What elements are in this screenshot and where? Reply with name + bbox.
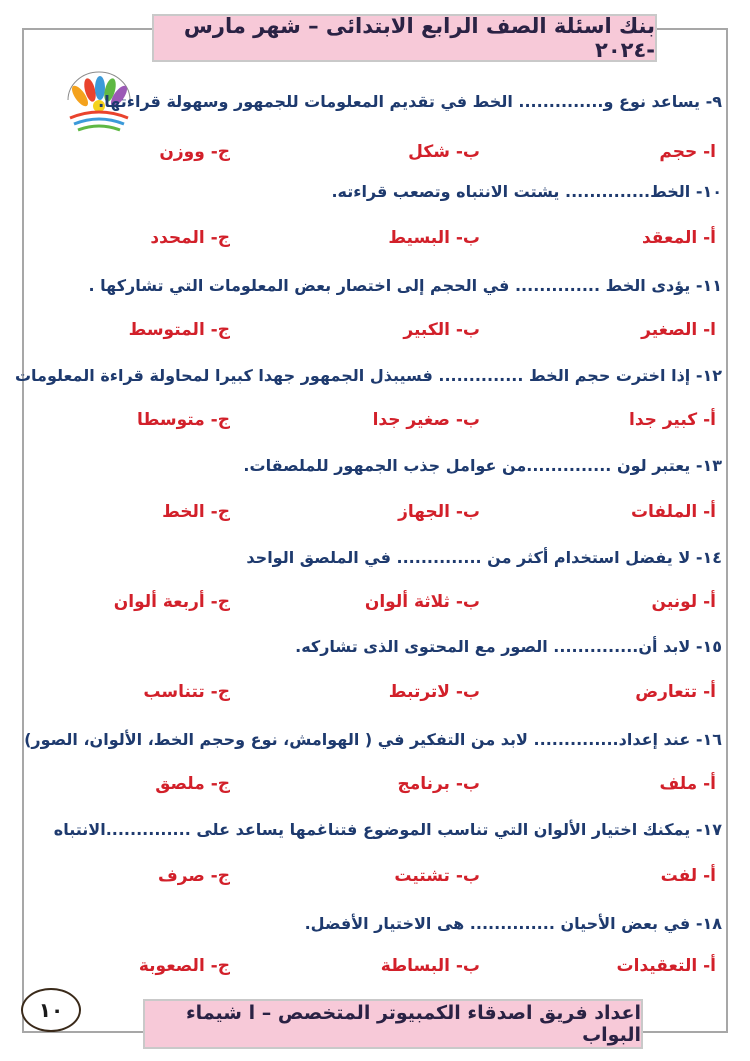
options-row-18 [0,956,750,984]
option-b[interactable]: ب- تشتيت [394,866,480,886]
option-a[interactable]: أ- التعقيدات [616,956,716,976]
page-title: بنك اسئلة الصف الرابع الابتدائى – شهر مارس -٢٠٢٤ [152,14,657,62]
question-12: ١٢- إذا اخترت حجم الخط .............. فسيبذل الجمهور جهدا كبيرا لمحاولة قراءة المعلومات [14,366,722,385]
options-row-9 [0,142,750,170]
options-row-15 [0,682,750,710]
question-15: ١٥- لابد أن.............. الصور مع المحتوى الذى تشاركه. [295,637,722,656]
option-b[interactable]: ب- صغير جدا [372,410,480,430]
options-row-16 [0,774,750,802]
option-c[interactable]: ج- المحدد [150,228,230,248]
option-b[interactable]: ب- ثلاثة ألوان [364,592,480,612]
option-c[interactable]: ج- أربعة ألوان [113,592,230,612]
option-b[interactable]: ب- الجهاز [398,502,480,522]
question-14: ١٤- لا يفضل استخدام أكثر من .............. في الملصق الواحد [246,548,722,567]
options-row-17 [0,866,750,894]
option-b[interactable]: ب- شكل [408,142,480,162]
option-a[interactable]: أ- لونين [651,592,716,612]
question-11: ١١- يؤدى الخط .............. في الحجم إلى اختصار بعض المعلومات التي تشاركها . [88,276,722,295]
options-row-11 [0,320,750,348]
option-c[interactable]: ج- الخط [162,502,230,522]
footer-credit: اعداد فريق اصدقاء الكمبيوتر المتخصص – ا شيماء البواب [143,999,643,1049]
option-c[interactable]: ج- المتوسط [128,320,230,340]
option-a[interactable]: أ- لفت [660,866,716,886]
question-9: ٩- يساعد نوع و.............. الخط في تقديم المعلومات للجمهور وسهولة قراءتها. [98,92,722,111]
option-b[interactable]: ب- البسيط [388,228,480,248]
question-17: ١٧- يمكنك اختيار الألوان التي تناسب الموضوع فتناغمها يساعد على ..............الانتباه [53,820,722,839]
option-b[interactable]: ب- لاترتبط [388,682,480,702]
option-a[interactable]: ا- حجم [659,142,716,162]
options-row-12 [0,410,750,438]
question-16: ١٦- عند إعداد.............. لابد من التفكير في ( الهوامش، نوع وحجم الخط، الألوان، الصور) [24,730,722,749]
question-10: ١٠- الخط.............. يشتت الانتباه وتصعب قراءته. [331,182,722,201]
option-c[interactable]: ج- صرف [158,866,230,886]
option-b[interactable]: ب- البساطة [380,956,480,976]
option-c[interactable]: ج- ووزن [159,142,230,162]
option-a[interactable]: أ- كبير جدا [629,410,716,430]
question-13: ١٣- يعتبر لون ..............من عوامل جذب الجمهور للملصقات. [243,456,722,475]
option-c[interactable]: ج- ملصق [155,774,230,794]
options-row-13 [0,502,750,530]
option-c[interactable]: ج- متوسطا [136,410,230,430]
option-a[interactable]: ا- الصغير [641,320,716,340]
option-c[interactable]: ج- الصعوبة [138,956,230,976]
option-b[interactable]: ب- برنامج [397,774,480,794]
option-b[interactable]: ب- الكبير [403,320,480,340]
page-number: ١٠ [21,988,81,1032]
option-c[interactable]: ج- تتناسب [143,682,230,702]
option-a[interactable]: أ- المعقد [641,228,716,248]
options-row-14 [0,592,750,620]
option-a[interactable]: أ- ملف [659,774,716,794]
option-a[interactable]: أ- الملفات [630,502,716,522]
question-18: ١٨- في بعض الأحيان .............. هى الاختيار الأفضل. [304,914,722,933]
option-a[interactable]: أ- تتعارض [635,682,716,702]
options-row-10 [0,228,750,256]
